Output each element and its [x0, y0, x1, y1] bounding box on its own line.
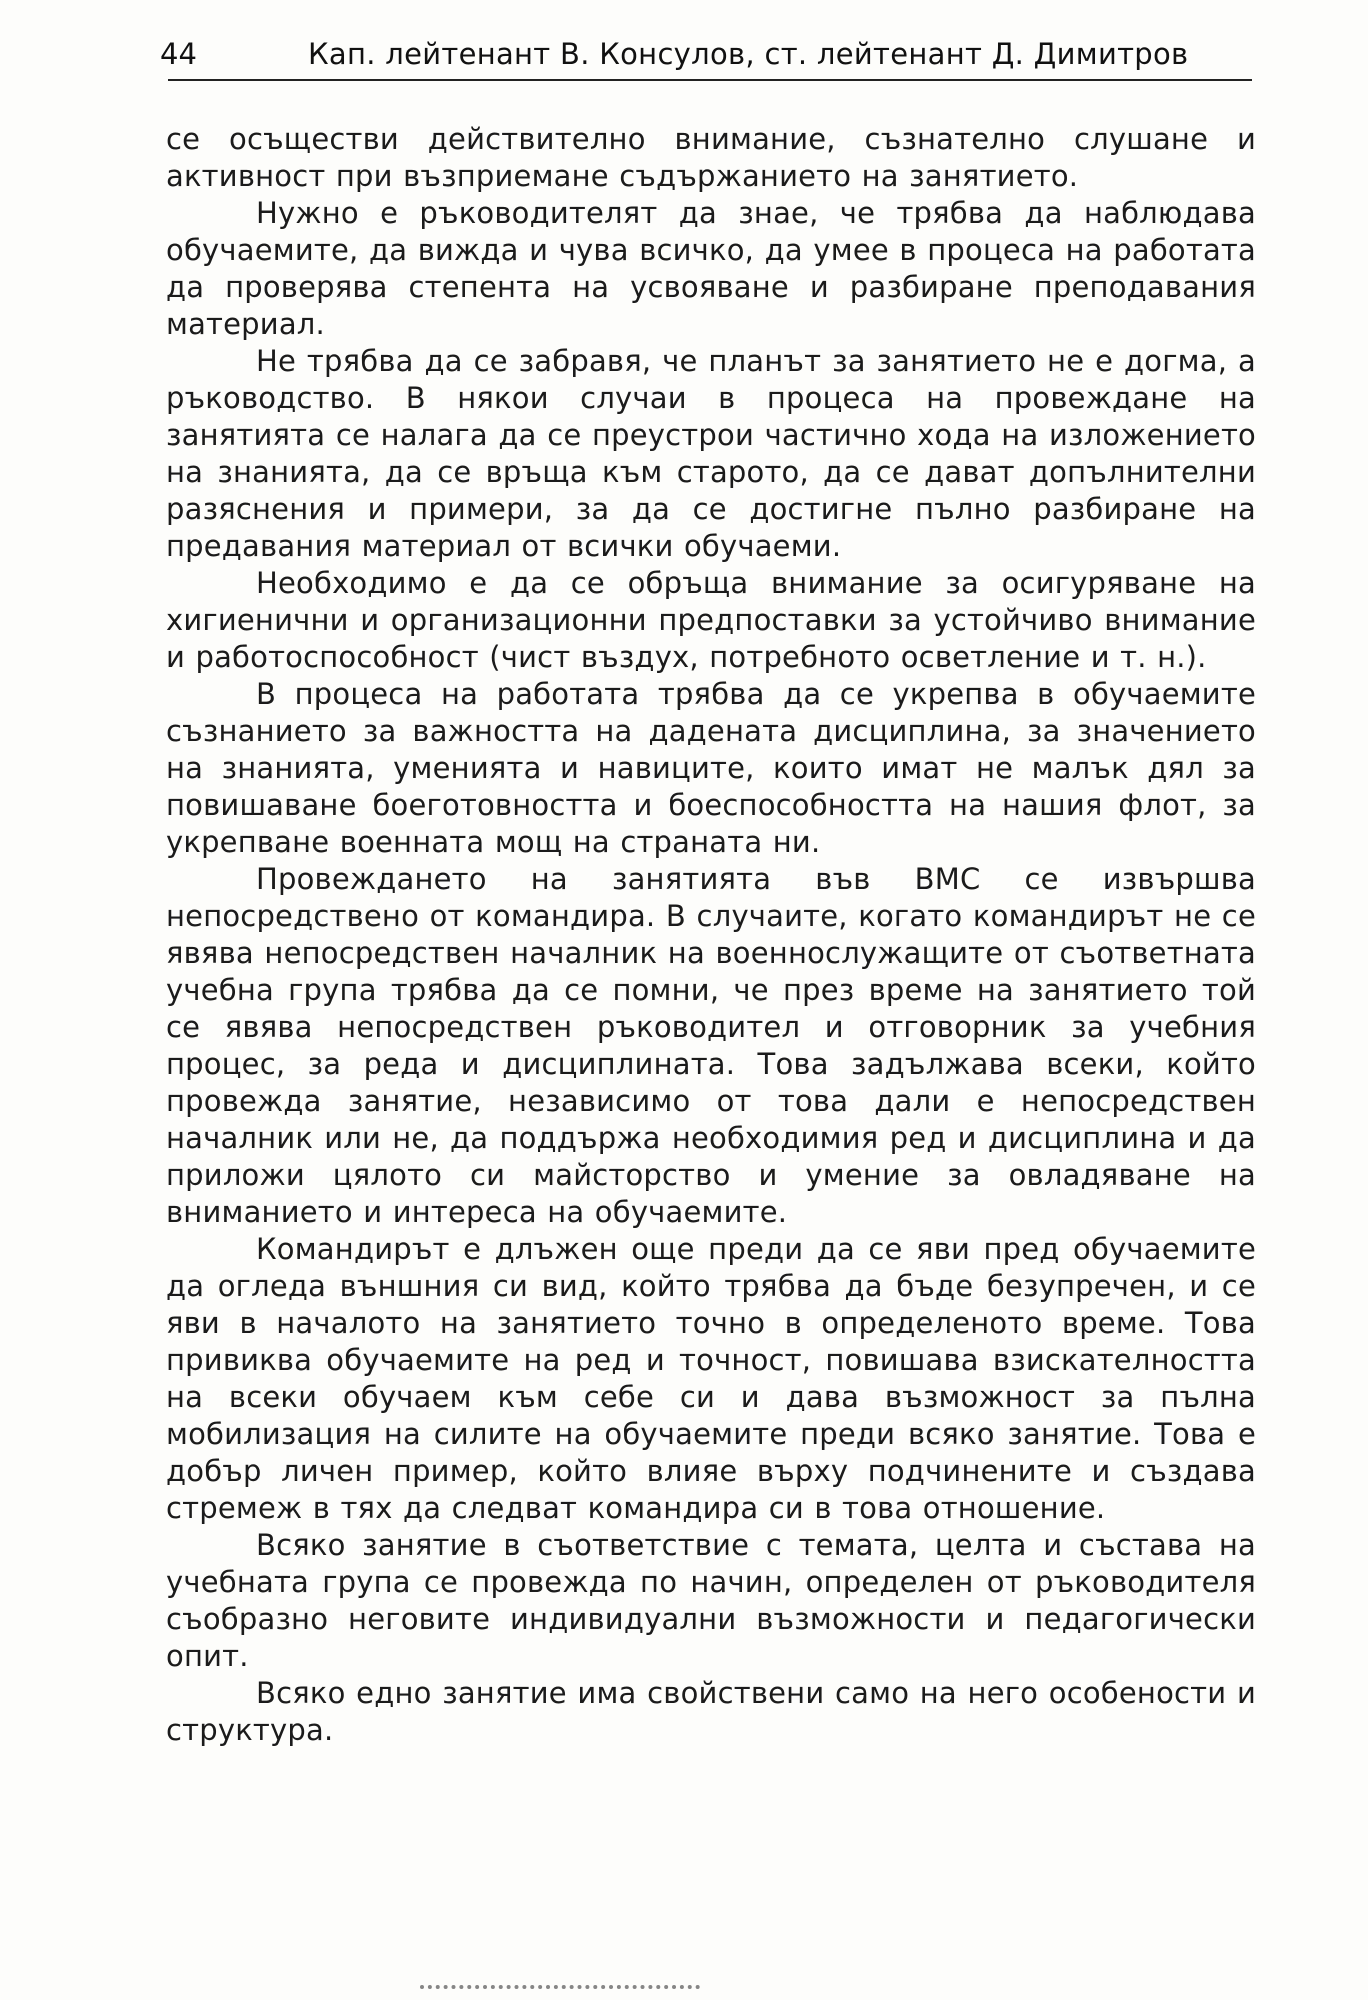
paragraph-3: Не трябва да се забравя, че планът за занятието не е догма, а ръководство. В някои случаи в процеса на провеждане на занятията се налага да се преустрои частично хода на изложението на знанията, да се връща към старото, да се дават допълнителни разяснения и примери, за да се достигне пълно разбиране на предавания материал от всички обучаеми.	[166, 344, 1256, 563]
bottom-print-smudge	[420, 1985, 700, 1995]
paragraph-1: се осъществи действително внимание, съзнателно слушане и активност при възприемане съдържанието на занятието.	[166, 122, 1256, 193]
paragraph-6: Провеждането на занятията във ВМС се извършва непосредствено от командира. В случаите, когато командирът не се явява непосредствен началник на военнослужащите от съответната учебна група трябва да се помни, че през време на занятието той се явява непосредствен ръководител и отговорник за учебния процес, за реда и дисциплината. Това задължава всеки, който провежда занятие, независимо от това дали е непосредствен началник или не, да поддържа необходимия ред и дисциплина и да приложи цялото си майсторство и умение за овладяване на вниманието и интереса на обучаемите.	[166, 862, 1256, 1229]
header-rule	[168, 79, 1252, 81]
paragraph-8: Всяко занятие в съответствие с темата, целта и състава на учебната група се провежда по начин, определен от ръководителя съобразно неговите индивидуални възможности и педагогически опит.	[166, 1528, 1256, 1673]
body-text	[166, 121, 1256, 1749]
running-title: Кап. лейтенант В. Консулов, ст. лейтенант Д. Димитров	[308, 37, 1189, 71]
paragraph-4: Необходимо е да се обръща внимание за осигуряване на хигиенични и организационни предпоставки за устойчиво внимание и работоспособност (чист въздух, потребното осветление и т. н.).	[166, 566, 1256, 674]
paragraph-2: Нужно е ръководителят да знае, че трябва да наблюдава обучаемите, да вижда и чува всичко, да умее в процеса на работата да проверява степента на усвояване и разбиране преподавания материал.	[166, 196, 1256, 341]
paragraph-5: В процеса на работата трябва да се укрепва в обучаемите съзнанието за важността на дадената дисциплина, за значението на знанията, уменията и навиците, които имат не малък дял за повишаване боеготовността и боеспособността на нашия флот, за укрепване военната мощ на страната ни.	[166, 677, 1256, 859]
paragraph-7: Командирът е длъжен още преди да се яви пред обучаемите да огледа външния си вид, който трябва да бъде безупречен, и се яви в началото на занятието точно в определеното време. Това привиква обучаемите на ред и точност, повишава взискателността на всеки обучаем към себе си и дава възможност за пълна мобилизация на силите на обучаемите преди всяко занятие. Това е добър личен пример, който влияе върху подчинените и създава стремеж в тях да следват командира си в това отношение.	[166, 1232, 1256, 1525]
paragraph-9: Всяко едно занятие има свойствени само на него особености и структура.	[166, 1676, 1256, 1747]
running-header	[160, 34, 1260, 74]
page-number: 44	[160, 37, 197, 71]
